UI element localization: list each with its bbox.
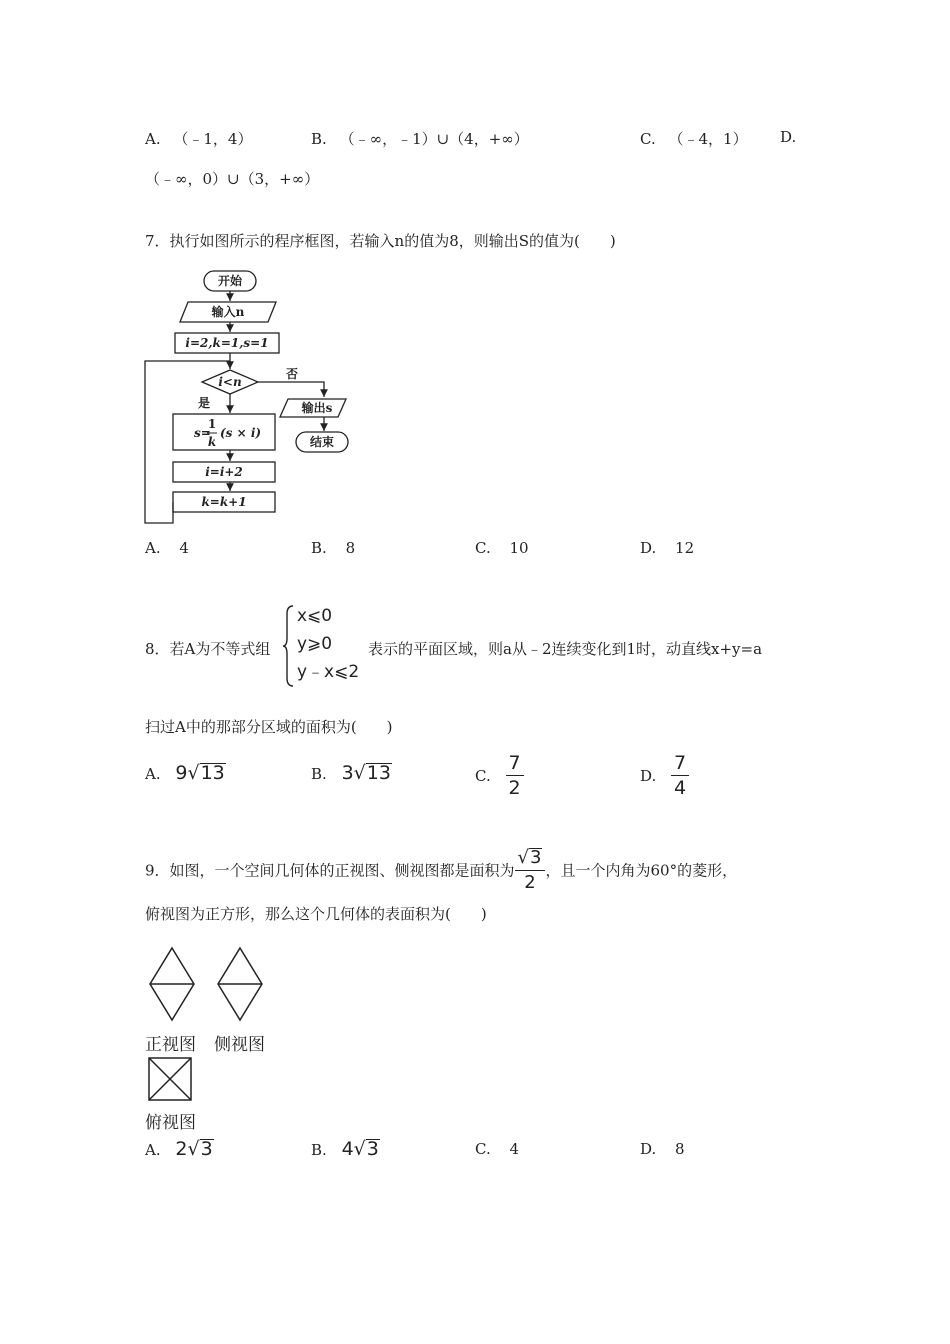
q8-system-line-3: y﹣x⩽2 (297, 662, 360, 682)
coefficient: 9 (175, 762, 188, 784)
option-label: B. (311, 765, 327, 783)
radicand: 13 (366, 762, 391, 784)
q8-stem-line2: 扫过A中的那部分区域的面积为( ) (145, 718, 393, 736)
q8-system-brace (283, 604, 295, 688)
flowchart-step-k-text: k=k+1 (201, 495, 247, 509)
option-label: B. (311, 130, 327, 148)
q9-stem-after: ，且一个内角为60°的菱形， (545, 861, 738, 880)
q8-system (297, 602, 359, 686)
sqrt-sign: √ (187, 1138, 200, 1160)
option-math (342, 1138, 380, 1160)
coefficient: 2 (175, 1138, 188, 1160)
option-math (175, 762, 225, 784)
denominator: 2 (508, 777, 521, 799)
q7-option-a (145, 539, 189, 557)
option-label: D. (640, 539, 657, 557)
flowchart-yes-label: 是 (198, 396, 211, 410)
q7-option-c (475, 539, 529, 557)
q7-option-b (311, 539, 355, 557)
q8-option-c (475, 754, 524, 798)
q6-option-a (145, 128, 252, 149)
flowchart-output-text: 输出s (301, 401, 333, 415)
numerator: 7 (506, 754, 524, 776)
q8-system-line-2: y⩾0 (297, 634, 333, 654)
q8-option-a (145, 762, 226, 784)
q9-caption-front: 正视图 (145, 1035, 196, 1055)
option-text: 12 (675, 539, 695, 557)
option-text: （﹣∞，﹣1）∪（4，+∞） (339, 130, 529, 148)
flowchart-assign-lhs: s= (194, 426, 211, 440)
q6-option-b (311, 128, 529, 149)
flowchart-init-text: i=2,k=1,s=1 (185, 336, 269, 350)
coefficient: 3 (341, 762, 354, 784)
q8-option-d (640, 754, 689, 798)
q6-option-d-label: D. (780, 128, 797, 146)
option-text: 8 (675, 1140, 685, 1158)
numerator: 7 (671, 754, 689, 776)
denominator: 2 (524, 871, 536, 893)
option-label: C. (475, 539, 491, 557)
option-label: A. (145, 1141, 161, 1159)
q9-option-a (145, 1138, 214, 1160)
option-label: A. (145, 130, 161, 148)
q9-option-b (311, 1138, 380, 1160)
flowchart-end-text: 结束 (309, 435, 335, 449)
numerator: √3 (515, 848, 546, 871)
option-text: （﹣4，1） (668, 130, 748, 148)
q9-stem-before: 9．如图，一个空间几何体的正视图、侧视图都是面积为 (145, 861, 515, 880)
option-text: （﹣1，4） (173, 130, 253, 148)
sqrt-sign: √ (353, 1138, 366, 1160)
option-text: 4 (509, 1140, 520, 1158)
coefficient: 4 (341, 1138, 354, 1160)
radicand: 3 (200, 1138, 213, 1160)
q9-caption-side: 侧视图 (214, 1035, 265, 1055)
q9-caption-top: 俯视图 (145, 1113, 196, 1133)
option-label: C. (475, 767, 491, 785)
flowchart-assign-den: k (207, 435, 217, 449)
q9-stem-line2: 俯视图为正方形，那么这个几何体的表面积为( ) (145, 905, 487, 923)
flowchart-start-text: 开始 (217, 274, 243, 288)
sqrt-sign: √ (353, 762, 366, 784)
option-fraction (671, 754, 689, 798)
q9-area-fraction (515, 848, 546, 892)
option-label: B. (311, 539, 327, 557)
flowchart-condition-text: i<n (218, 375, 242, 389)
option-label: A. (145, 539, 161, 557)
option-label: D. (640, 1140, 657, 1158)
q8-system-line-1: x⩽0 (297, 606, 333, 626)
q7-flowchart (140, 262, 350, 534)
q7-option-d (640, 539, 694, 557)
flowchart-no-label: 否 (286, 367, 299, 381)
q9-option-c (475, 1140, 519, 1158)
sqrt-sign: √ (187, 762, 200, 784)
q9-front-side-views (145, 944, 275, 1034)
option-math (175, 1138, 213, 1160)
q8-stem-after: 表示的平面区域，则a从﹣2连续变化到1时，动直线x+y=a (368, 640, 763, 658)
option-math (342, 762, 392, 784)
denominator: 4 (674, 777, 687, 799)
flowchart-input-text: 输入n (211, 305, 245, 319)
option-text: 10 (509, 539, 529, 557)
q6-option-c (640, 128, 748, 149)
flowchart-assign-rhs: (s × i) (220, 426, 262, 440)
option-label: C. (640, 130, 656, 148)
q9-top-view (147, 1056, 195, 1102)
q8-stem-before: 8．若A为不等式组 (145, 640, 271, 658)
q9-option-d (640, 1140, 685, 1158)
flowchart-step-i-text: i=i+2 (205, 465, 243, 479)
q8-option-b (311, 762, 392, 784)
option-label: A. (145, 765, 161, 783)
option-fraction (506, 754, 524, 798)
radicand: 3 (366, 1138, 379, 1160)
option-text: 8 (345, 539, 356, 557)
option-text: 4 (179, 539, 189, 557)
radicand: 13 (200, 762, 225, 784)
q9-stem-line1 (145, 848, 737, 892)
q6-option-d-text: （﹣∞，0）∪（3，+∞） (145, 170, 320, 188)
option-label: D. (640, 767, 657, 785)
option-label: C. (475, 1140, 491, 1158)
option-label: B. (311, 1141, 327, 1159)
q7-stem: 7．执行如图所示的程序框图，若输入n的值为8，则输出S的值为( ) (145, 232, 616, 250)
radicand: 3 (530, 847, 542, 868)
flowchart-assign-num: 1 (207, 417, 217, 431)
